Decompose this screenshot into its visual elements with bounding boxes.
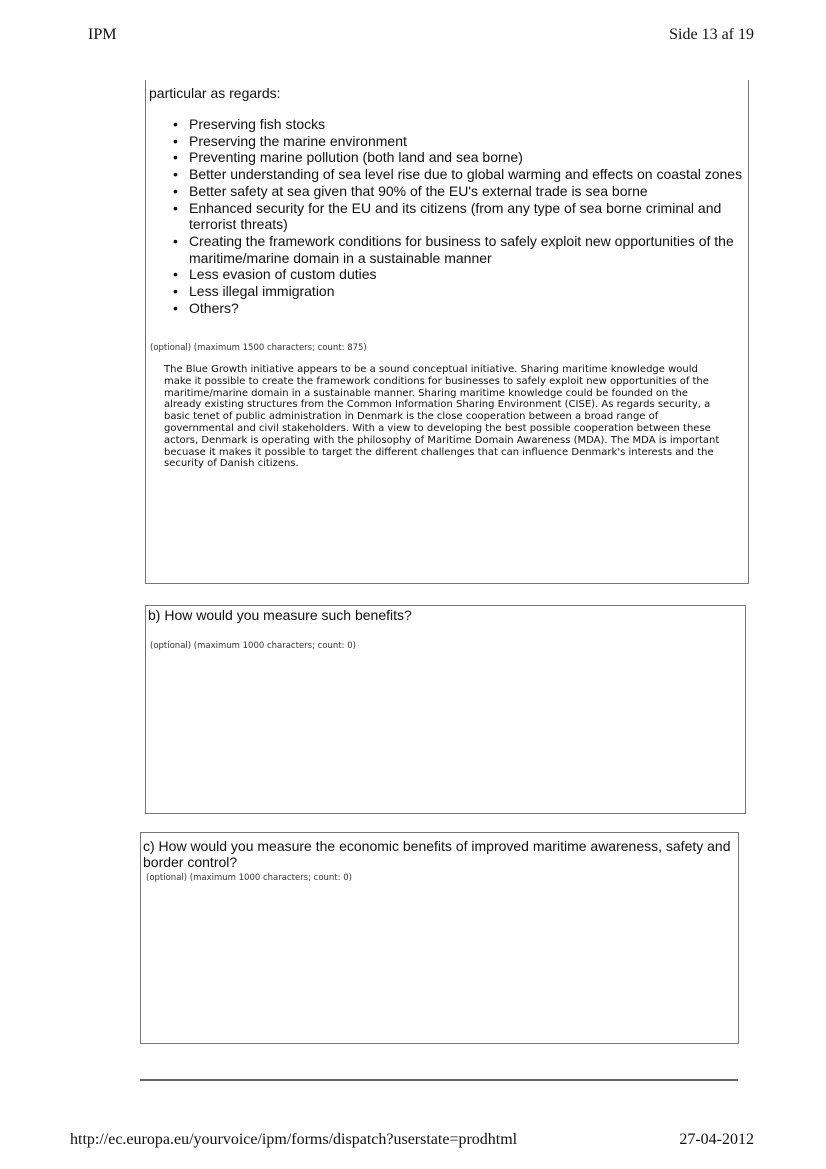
list-item: • Preventing marine pollution (both land and sea borne) — [173, 149, 753, 166]
page-number: Side 13 af 19 — [669, 26, 754, 43]
benefits-list — [173, 116, 753, 316]
section-b-question: b) How would you measure such benefits? — [148, 607, 412, 623]
section-a-note: (optional) (maximum 1500 characters; count: 875) — [150, 343, 367, 353]
section-c-question: c) How would you measure the economic benefits of improved maritime awareness, safety and border control? — [143, 838, 731, 870]
list-item: • Preserving fish stocks — [173, 116, 753, 133]
next-section-divider — [140, 1079, 738, 1081]
list-item: • Others? — [173, 300, 753, 317]
list-item: • Less illegal immigration — [173, 283, 753, 300]
list-item: • Less evasion of custom duties — [173, 266, 753, 283]
section-b-answer[interactable] — [150, 656, 740, 806]
section-b-note: (optional) (maximum 1000 characters; count: 0) — [150, 641, 356, 651]
section-c-note: (optional) (maximum 1000 characters; count: 0) — [146, 873, 352, 883]
header-left: IPM — [88, 26, 117, 43]
list-item: • Better safety at sea given that 90% of the EU's external trade is sea borne — [173, 183, 753, 200]
list-item: • Enhanced security for the EU and its citizens (from any type of sea borne criminal and terrorist threats) — [173, 200, 753, 233]
list-item: • Preserving the marine environment — [173, 133, 753, 150]
section-a-answer[interactable]: The Blue Growth initiative appears to be a sound conceptual initiative. Sharing maritime knowledge would make it possible to create the framework conditions for businesses to safely exploit new opportunities of the maritime/marine domain in a sustainable manner. Sharing maritime knowledge could be founded on the already existing structures from the Common Information Sharing Environment (CISE). As regards security, a basic tenet of public administration in Denmark is the close cooperation between a broad range of governmental and civil stakeholders. With a view to developing the best possible cooperation between these actors, Denmark is operating with the philosophy of Maritime Domain Awareness (MDA). The MDA is important becuase it makes it possible to target the different challenges that can influence Denmark's interests and the security of Danish citizens. — [164, 364, 720, 470]
section-c-answer[interactable] — [146, 888, 732, 1038]
section-a-intro: particular as regards: — [149, 85, 281, 101]
footer-date: 27-04-2012 — [679, 1131, 754, 1148]
footer-url: http://ec.europa.eu/yourvoice/ipm/forms/dispatch?userstate=prodhtml — [70, 1131, 518, 1148]
list-item: • Creating the framework conditions for business to safely exploit new opportunities of the maritime/marine domain in a sustainable manner — [173, 233, 753, 266]
list-item: • Better understanding of sea level rise due to global warming and effects on coastal zones — [173, 166, 753, 183]
